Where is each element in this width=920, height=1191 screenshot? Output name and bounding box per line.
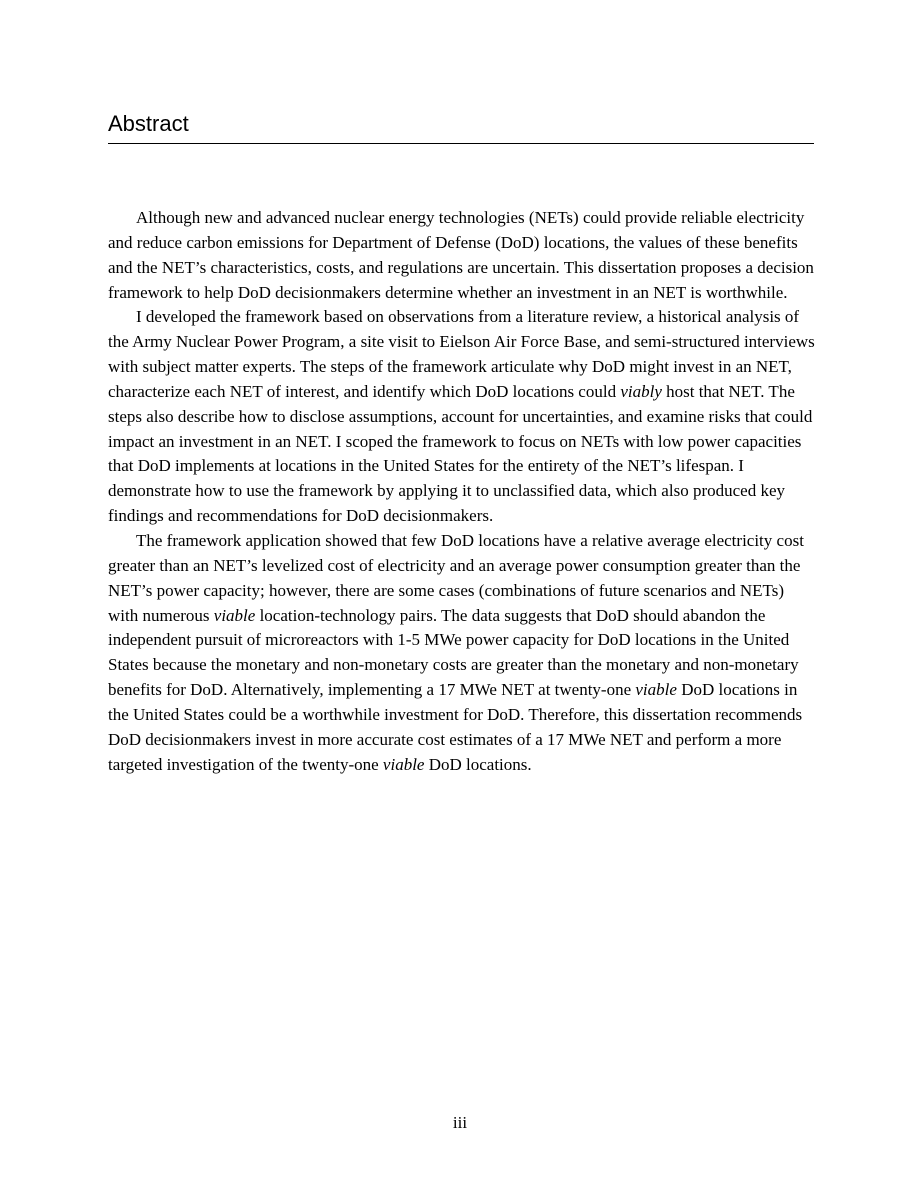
abstract-body: [108, 206, 816, 777]
text-run: host that NET. The steps also describe how to disclose assumptions, account for uncertainties, and examine risks that could impact an investment in an NET. I scoped the framework to focus on NETs with low power capacities that DoD implements at locations in the United States for the entirety of the NET’s lifespan. I demonstrate how to use the framework by applying it to unclassified data, which also produced key findings and recommendations for DoD decisionmakers.: [108, 381, 813, 526]
italic-text: viably: [620, 381, 662, 401]
italic-text: viable: [635, 680, 677, 700]
text-run: location-technology pairs. The data suggests that DoD should abandon the independent pursuit of microreactors with 1-5 MWe power capacity for DoD locations in the United States because the monetary and non-monetary costs are greater than the monetary and non-monetary benefits for DoD. Alternatively, implementing a 17 MWe NET at twenty-one: [108, 605, 799, 700]
text-run: DoD locations in the United States could be a worthwhile investment for DoD. Therefore, this dissertation recommends DoD decisionmakers invest in more accurate cost estimates of a 17 MWe NET and perform a more targeted investigation of the twenty-one: [108, 680, 803, 774]
abstract-paragraph: [108, 305, 816, 529]
italic-text: viable: [382, 754, 425, 774]
text-run: DoD locations.: [424, 754, 532, 774]
italic-text: viable: [213, 605, 256, 625]
text-run: Although new and advanced nuclear energy technologies (NETs) could provide reliable electricity and reduce carbon emissions for Department of Defense (DoD) locations, the values of these benefits and the NET’s characteristics, costs, and regulations are uncertain. This dissertation proposes a decision framework to help DoD decisionmakers determine whether an investment in an NET is worthwhile.: [108, 208, 814, 302]
page-number: iii: [452, 1113, 468, 1132]
abstract-paragraph: [108, 529, 816, 777]
section-title: Abstract: [108, 111, 189, 136]
abstract-paragraph: [108, 206, 816, 305]
text-run: The framework application showed that few DoD locations have a relative average electricity cost greater than an NET’s levelized cost of electricity and an average power consumption greater than the NET’s power capacity; however, there are some cases (combinations of future scenarios and NETs) with numerous: [108, 530, 804, 625]
text-run: I developed the framework based on observations from a literature review, a historical analysis of the Army Nuclear Power Program, a site visit to Eielson Air Force Base, and semi-structured interviews with subject matter experts. The steps of the framework articulate why DoD might invest in an NET, characterize each NET of interest, and identify which DoD locations could: [108, 307, 815, 401]
section-heading: [108, 108, 814, 144]
